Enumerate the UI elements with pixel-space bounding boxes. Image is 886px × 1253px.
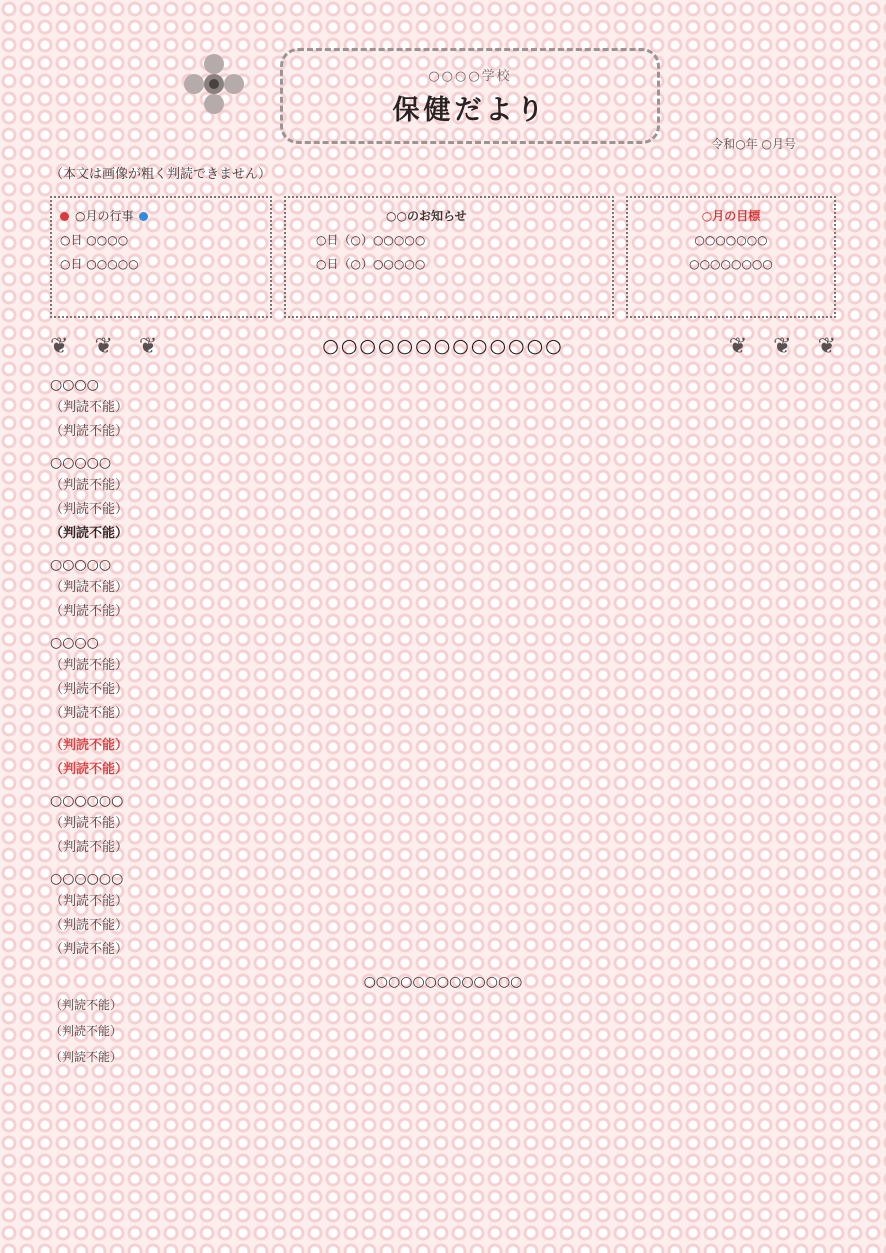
- section-line: （判読不能）: [50, 526, 129, 541]
- goal-line: ○○○○○○○○: [689, 257, 773, 271]
- events-box-head: [60, 204, 262, 228]
- closing-line: （判読不能）: [50, 1024, 123, 1038]
- notice-line: ○日（○）○○○○○: [316, 233, 426, 247]
- section-line: （判読不能）: [50, 424, 129, 439]
- section-title: ○○○○○: [50, 455, 112, 471]
- leaf-icon: ❦: [50, 333, 69, 359]
- section-title: ○○○○○: [50, 557, 112, 573]
- issue-line: 令和○年 ○月号: [711, 137, 796, 151]
- section-line: （判読不能）: [50, 840, 129, 855]
- goal-box: [626, 196, 836, 318]
- title-frame: [280, 48, 660, 144]
- article-section: [50, 790, 836, 860]
- header: [50, 30, 836, 151]
- events-heading: ○月の行事: [75, 209, 134, 223]
- highlight-block: [50, 734, 836, 782]
- goal-heading: ○月の目標: [701, 209, 761, 223]
- events-line: ○日 ○○○○: [60, 233, 129, 247]
- section-line: （判読不能）: [50, 580, 129, 595]
- notice-heading: ○○のお知らせ: [386, 209, 467, 223]
- section-banner: [50, 326, 836, 366]
- leaf-icon: ❦: [94, 333, 113, 359]
- section-line: （判読不能）: [50, 894, 129, 909]
- section-title: ○○○○○○: [50, 871, 124, 887]
- flower-logo-icon: [178, 48, 250, 120]
- banner-decoration-left: [50, 334, 157, 359]
- section-line: （判読不能）: [50, 816, 129, 831]
- section-line: （判読不能）: [50, 400, 129, 415]
- highlight-line: （判読不能）: [50, 762, 129, 777]
- red-dot-icon: [60, 212, 69, 221]
- article-section: [50, 632, 836, 726]
- notice-box: [284, 196, 614, 318]
- leaf-icon: ❦: [817, 333, 836, 359]
- article-section: [50, 868, 836, 962]
- section-line: （判読不能）: [50, 604, 129, 619]
- article-section: [50, 452, 836, 546]
- section-line: （判読不能）: [50, 682, 129, 697]
- section-line: （判読不能）: [50, 478, 129, 493]
- section-line: （判読不能）: [50, 502, 129, 517]
- section-line: （判読不能）: [50, 706, 129, 721]
- highlight-line: （判読不能）: [50, 738, 129, 753]
- leaf-icon: ❦: [138, 333, 158, 359]
- info-row: [50, 196, 836, 318]
- intro-text: （本文は画像が粗く判読できません）: [50, 167, 272, 182]
- section-title: ○○○○○○: [50, 793, 124, 809]
- section-line: （判読不能）: [50, 658, 129, 673]
- leaf-icon: ❦: [728, 333, 748, 359]
- blue-dot-icon: [139, 212, 148, 221]
- events-line: ○日 ○○○○○: [60, 257, 139, 271]
- sub-heading: ○○○○○○○○○○○○○: [363, 974, 523, 990]
- school-name: ○○○○学校: [428, 69, 512, 84]
- article-section: [50, 374, 836, 444]
- events-box: [50, 196, 272, 318]
- leaf-icon: ❦: [773, 333, 792, 359]
- notice-line: ○日（○）○○○○○: [316, 257, 426, 271]
- section-line: （判読不能）: [50, 942, 129, 957]
- closing-line: （判読不能）: [50, 998, 123, 1012]
- section-line: （判読不能）: [50, 918, 129, 933]
- banner-decoration-right: [729, 334, 836, 359]
- closing-line: （判読不能）: [50, 1050, 123, 1064]
- section-title: ○○○○: [50, 377, 99, 393]
- newsletter-page: [50, 30, 836, 1068]
- goal-line: ○○○○○○○: [694, 233, 768, 247]
- article-section: [50, 554, 836, 624]
- section-title: ○○○○: [50, 635, 99, 651]
- newsletter-title: 保健だより: [392, 95, 548, 126]
- banner-title: ○○○○○○○○○○○○○: [322, 335, 564, 357]
